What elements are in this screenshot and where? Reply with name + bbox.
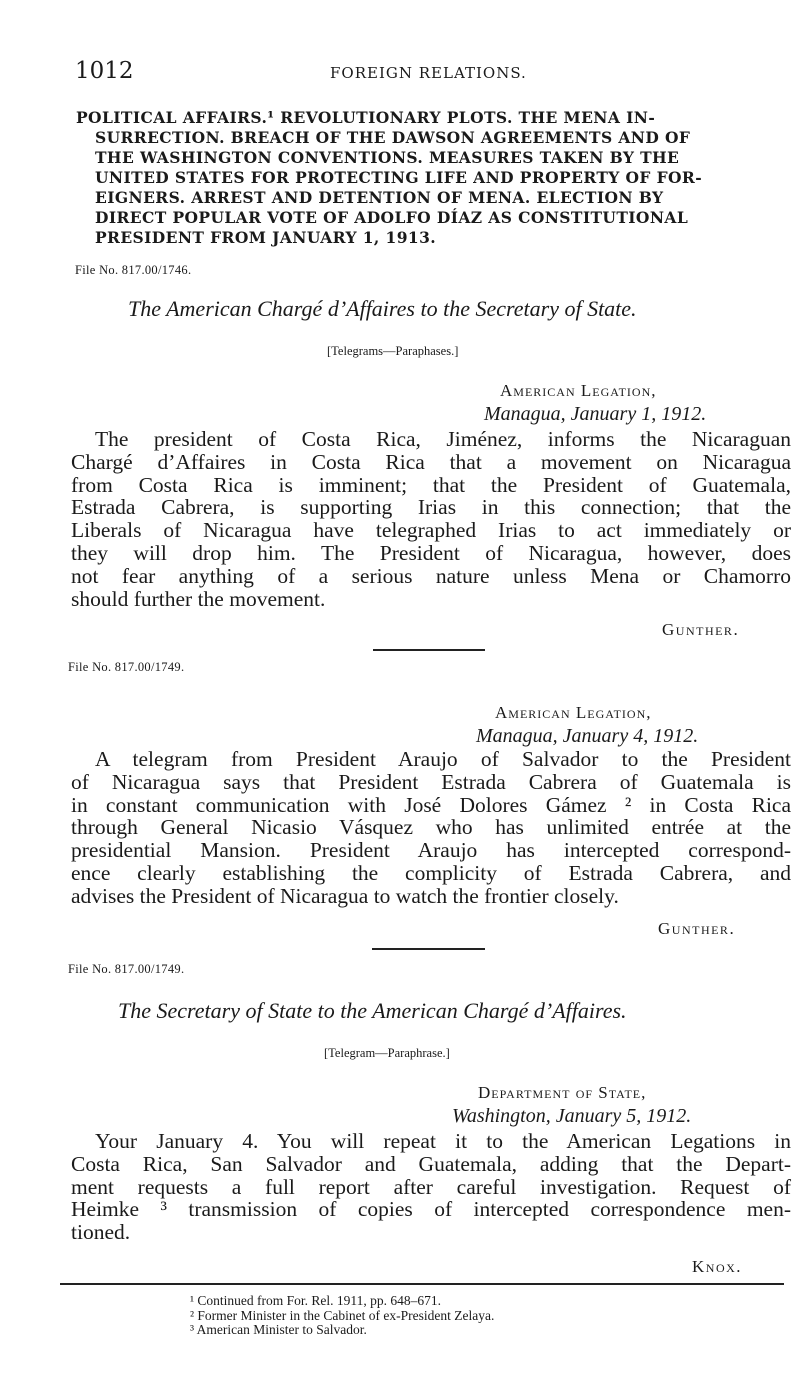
dateline-place: American Legation,: [500, 381, 657, 400]
body-line: not fear anything of a serious nature unless Mena or Chamorro: [71, 563, 791, 588]
body-line: Liberals of Nicaragua have telegraphed Irias to act immediately or: [71, 518, 791, 543]
signature: Knox.: [692, 1257, 743, 1276]
document-body: [71, 748, 791, 908]
body-line: they will drop him. The President of Nicaragua, however, does: [71, 540, 791, 565]
section-divider: [372, 948, 485, 950]
page-number: 1012: [75, 58, 134, 84]
section-heading: [76, 108, 796, 248]
body-line: tioned.: [71, 1220, 131, 1245]
document-body: [71, 428, 791, 610]
body-line: A telegram from President Araujo of Salvador to the President: [95, 747, 791, 771]
dateline-date: Washington, January 5, 1912.: [452, 1105, 692, 1127]
dateline-date: Managua, January 1, 1912.: [484, 403, 707, 425]
document-title: The Secretary of State to the American Chargé d’Affaires.: [118, 998, 627, 1023]
signature: Gunther.: [662, 620, 740, 639]
body-line: advises the President of Nicaragua to watch the frontier closely.: [71, 883, 619, 908]
body-line: The president of Costa Rica, Jiménez, informs the Nicaraguan: [95, 427, 791, 451]
body-line: of Nicaragua says that President Estrada Cabrera of Guatemala is: [71, 769, 791, 794]
heading-line: UNITED STATES FOR PROTECTING LIFE AND PROPERTY OF FOR-: [95, 168, 703, 187]
signature: Gunther.: [658, 919, 736, 938]
heading-line: PRESIDENT FROM JANUARY 1, 1913.: [95, 228, 437, 247]
footnote: ² Former Minister in the Cabinet of ex-President Zelaya.: [190, 1307, 495, 1323]
footnote: ¹ Continued from For. Rel. 1911, pp. 648–671.: [190, 1293, 442, 1308]
body-line: Costa Rica, San Salvador and Guatemala, adding that the Depart-: [71, 1151, 791, 1176]
document-title: The American Chargé d’Affaires to the Secretary of State.: [128, 296, 637, 321]
body-line: Your January 4. You will repeat it to the American Legations in: [95, 1129, 791, 1153]
body-line: ment requests a full report after careful investigation. Request of: [71, 1174, 791, 1199]
heading-line: DIRECT POPULAR VOTE OF ADOLFO DÍAZ AS CONSTITUTIONAL: [95, 208, 689, 227]
document-type-note: [Telegrams—Paraphases.]: [327, 344, 459, 358]
heading-line: THE WASHINGTON CONVENTIONS. MEASURES TAKEN BY THE: [95, 148, 680, 167]
document-type-note: [Telegram—Paraphrase.]: [324, 1046, 450, 1060]
file-number: File No. 817.00/1749.: [68, 660, 185, 674]
body-line: from Costa Rica is imminent; that the President of Guatemala,: [71, 472, 791, 497]
running-title: FOREIGN RELATIONS.: [330, 64, 527, 82]
section-divider: [373, 649, 485, 651]
dateline-place: American Legation,: [495, 703, 652, 722]
heading-line: POLITICAL AFFAIRS.¹ REVOLUTIONARY PLOTS. THE MENA IN-: [76, 108, 656, 127]
body-line: ence clearly establishing the complicity of Estrada Cabrera, and: [71, 860, 791, 885]
body-line: should further the movement.: [71, 586, 326, 611]
file-number: File No. 817.00/1746.: [75, 263, 192, 277]
file-number: File No. 817.00/1749.: [68, 962, 185, 976]
body-line: Chargé d’Affaires in Costa Rica that a movement on Nicaragua: [71, 449, 791, 474]
body-line: through General Nicasio Vásquez who has unlimited entrée at the: [71, 815, 791, 840]
body-line: presidential Mansion. President Araujo has intercepted correspond-: [71, 838, 791, 863]
footnote: ³ American Minister to Salvador.: [190, 1322, 367, 1337]
document-body: [71, 1130, 791, 1244]
heading-line: SURRECTION. BREACH OF THE DAWSON AGREEMENTS AND OF: [95, 128, 691, 147]
dateline-place: Department of State,: [478, 1083, 647, 1102]
heading-line: EIGNERS. ARREST AND DETENTION OF MENA. ELECTION BY: [95, 188, 664, 207]
dateline-date: Managua, January 4, 1912.: [476, 725, 699, 747]
body-line: in constant communication with José Dolores Gámez ² in Costa Rica: [71, 792, 791, 817]
body-line: Heimke ³ transmission of copies of intercepted correspondence men-: [71, 1197, 791, 1222]
footnote-rule: [60, 1283, 784, 1285]
footnotes: [190, 1294, 494, 1338]
body-line: Estrada Cabrera, is supporting Irias in this connection; that the: [71, 495, 791, 520]
